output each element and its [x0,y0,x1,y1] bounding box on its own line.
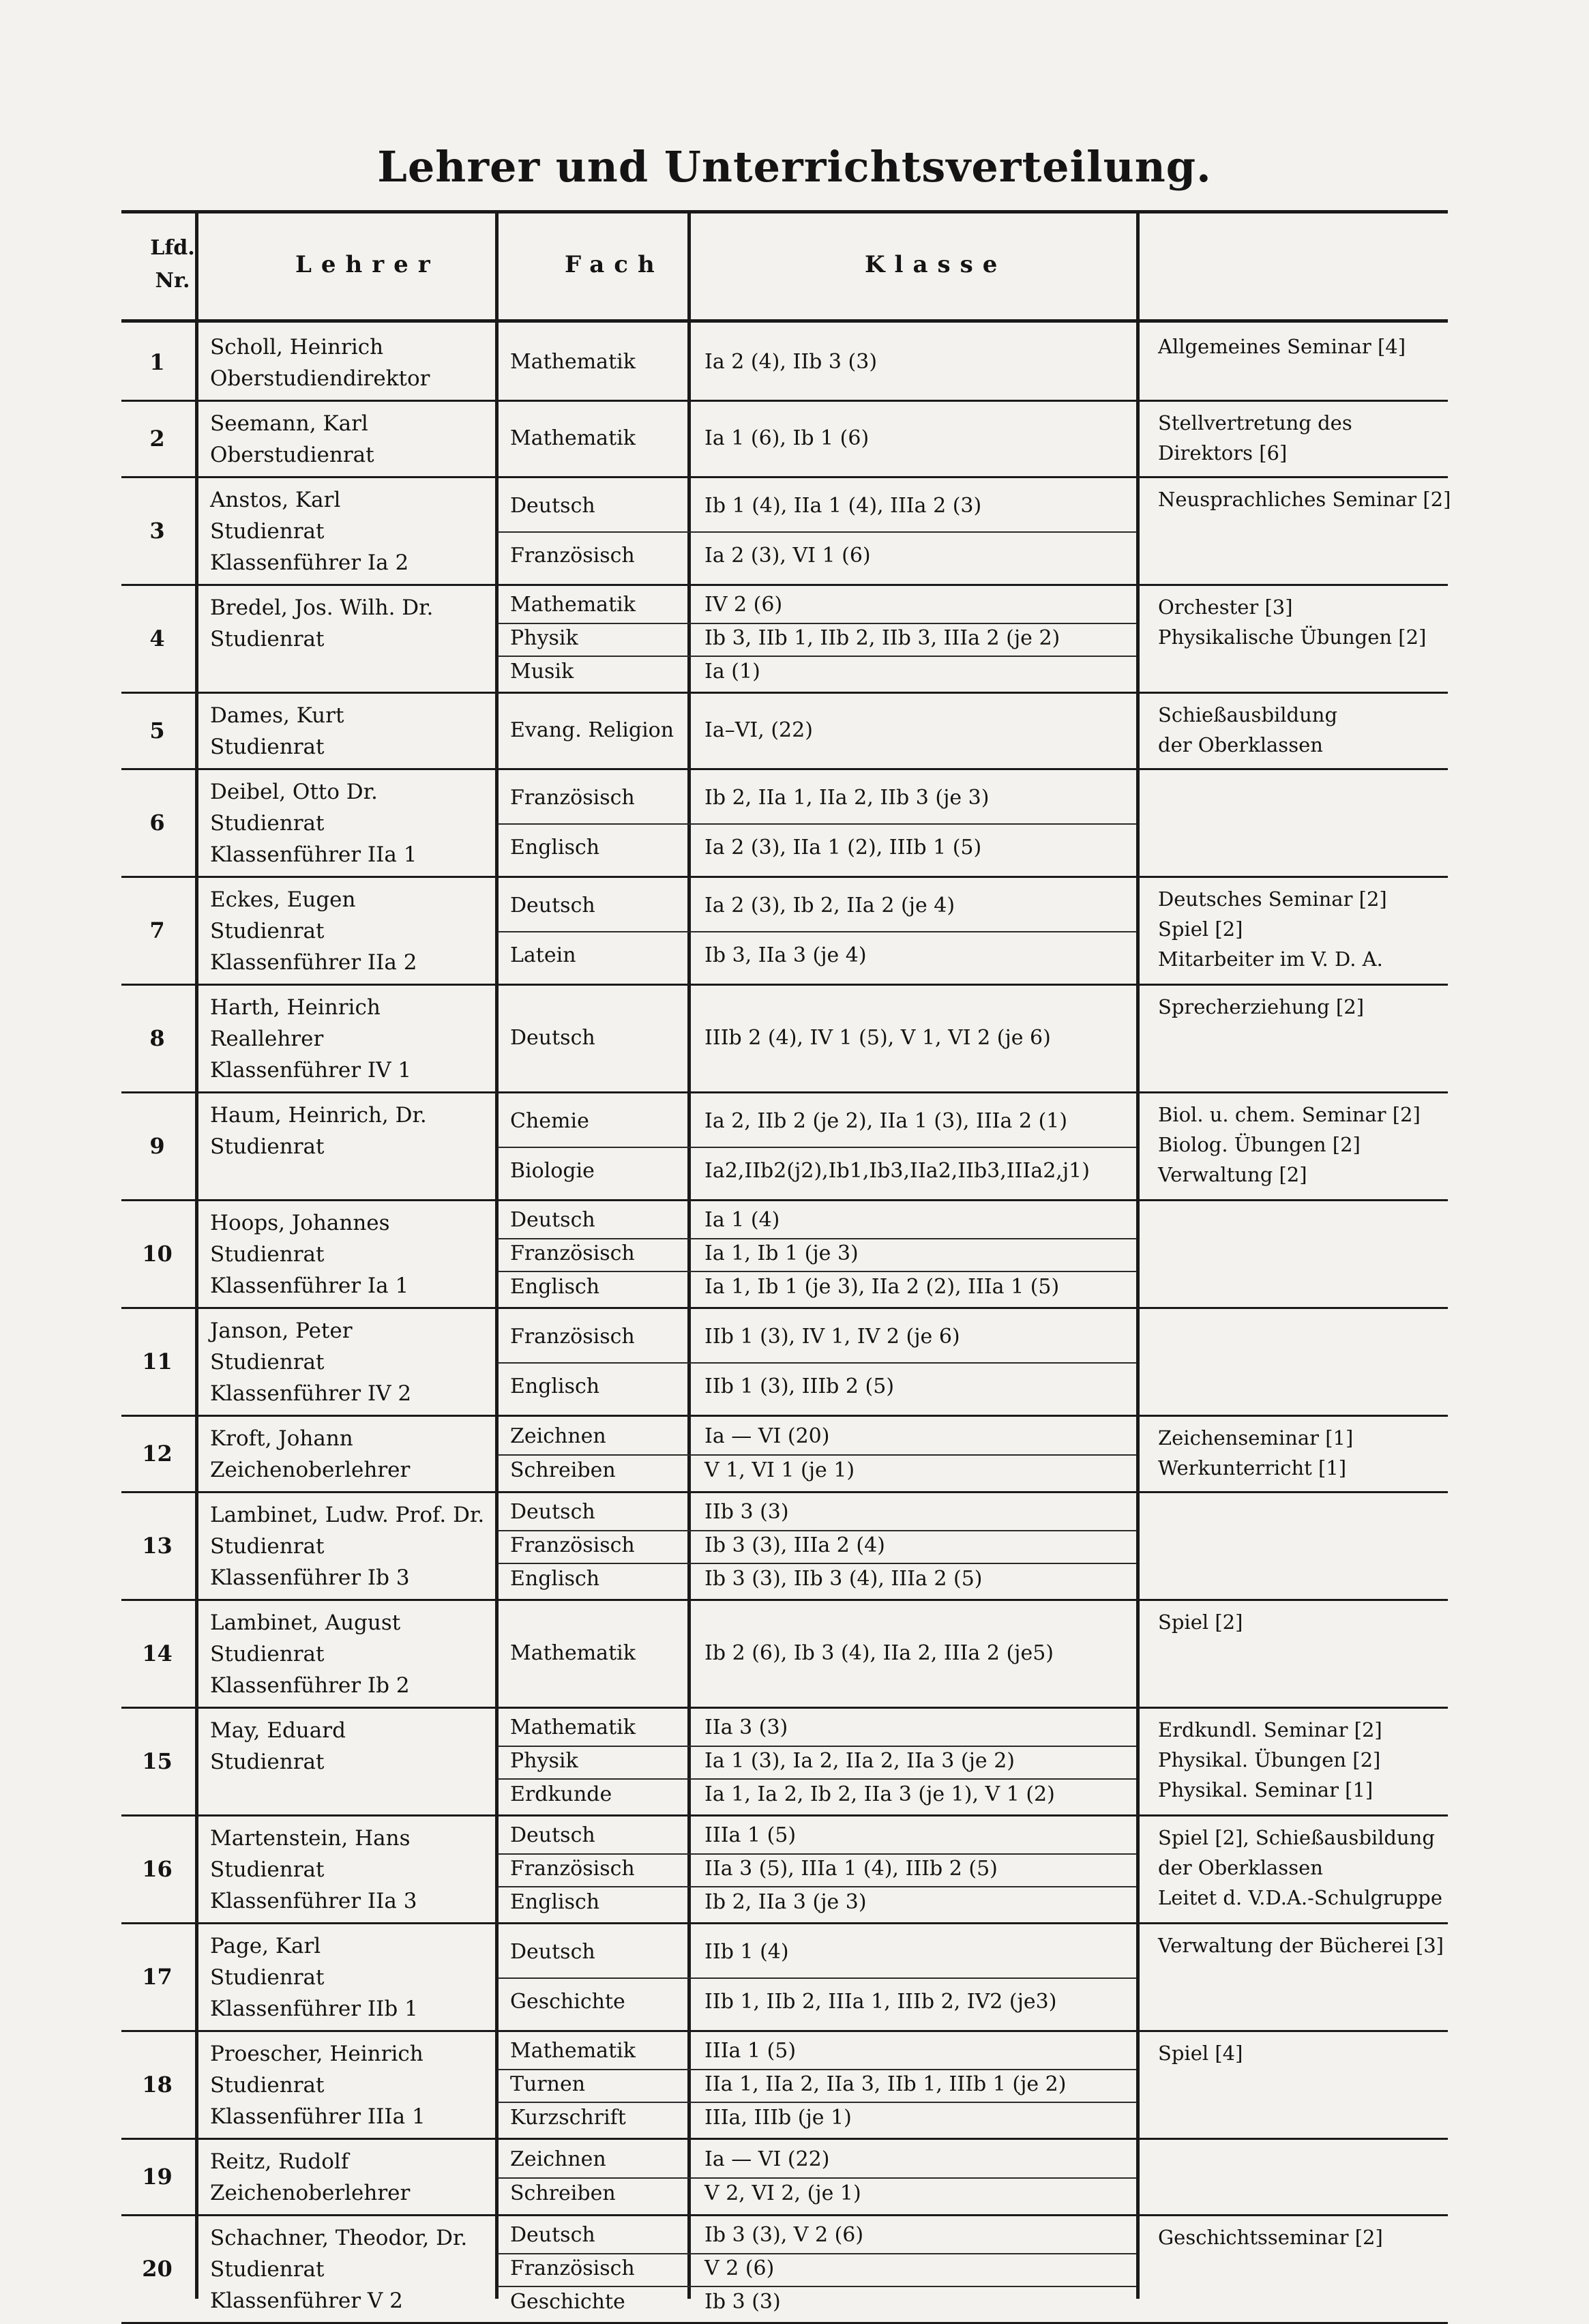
row-separator [121,1307,1448,1309]
teacher-line: Oberstudiendirektor [210,366,430,391]
class-cell: Ib 2, IIa 3 (je 3) [704,1889,867,1914]
subject-cell: Deutsch [510,1208,595,1233]
teacher-line: Klassenführer IIb 1 [210,1997,418,2021]
table-row [121,587,1448,692]
subject-separator [498,2177,1136,2179]
table-row [121,1417,1448,1491]
row-separator [121,1814,1448,1816]
subject-separator [498,1886,1136,1887]
teacher-table [121,210,1451,2314]
header-fach: Fach [565,251,664,278]
class-cell: IIIa, IIIb (je 1) [704,2105,852,2130]
teacher-line: Studienrat [210,919,325,943]
row-separator [121,1922,1448,1924]
class-cell: IIb 1 (3), IIIb 2 (5) [704,1374,895,1398]
teacher-line: Klassenführer Ia 1 [210,1274,409,1298]
row-number: 2 [149,426,165,452]
class-cell: Ia 1, Ia 2, Ib 2, IIa 3 (je 1), V 1 (2) [704,1782,1055,1806]
extra-duty-line: Physikal. Übungen [2] [1158,1748,1381,1771]
subject-cell: Chemie [510,1108,589,1133]
class-cell: Ib 2 (6), Ib 3 (4), IIa 2, IIIa 2 (je5) [704,1641,1054,1665]
subject-cell: Biologie [510,1158,595,1183]
row-number: 4 [149,626,165,651]
extra-duty-line: Mitarbeiter im V. D. A. [1158,947,1383,971]
class-cell: IIb 1, IIb 2, IIIa 1, IIIb 2, IV2 (je3) [704,1989,1057,2014]
teacher-line: Studienrat [210,1965,325,1990]
row-number: 12 [142,1441,173,1467]
extra-duties-cell [1158,592,1444,652]
row-separator [121,2214,1448,2216]
extra-duty-line: Biol. u. chem. Seminar [2] [1158,1103,1421,1126]
extra-duty-line: Schießausbildung [1158,703,1338,726]
row-separator [121,400,1448,402]
subject-separator [498,1362,1136,1364]
table-row [121,2217,1448,2322]
class-cell: IIIb 2 (4), IV 1 (5), V 1, VI 2 (je 6) [704,1026,1051,1050]
subject-cell: Mathematik [510,593,636,617]
subject-cell: Geschichte [510,2289,625,2314]
teacher-line: Anstos, Karl [210,488,341,512]
teacher-line: Studienrat [210,811,325,836]
table-row [121,2141,1448,2214]
subject-cell: Französisch [510,1857,635,1881]
class-cell: V 2 (6) [704,2256,775,2280]
row-number: 19 [142,2164,173,2190]
subject-cell: Zeichnen [510,1424,606,1448]
row-separator [121,984,1448,986]
extra-duties-cell [1158,1100,1444,1190]
subject-separator [498,1454,1136,1456]
subject-cell: Musik [510,659,574,683]
subject-cell: Mathematik [510,2039,636,2063]
table-row [121,2033,1448,2138]
teacher-line: Schachner, Theodor, Dr. [210,2226,468,2250]
class-cell: Ia 2 (4), IIb 3 (3) [704,350,878,374]
teacher-line: Klassenführer Ib 2 [210,1673,410,1698]
teacher-line: Zeichenoberlehrer [210,1458,411,1482]
teacher-line: Dames, Kurt [210,703,344,728]
extra-duty-line: Werkunterricht [1] [1158,1456,1347,1480]
class-cell: IIb 3 (3) [704,1500,789,1525]
extra-duty-line: Physikalische Übungen [2] [1158,626,1427,649]
table-row [121,1925,1448,2030]
table-row [121,986,1448,1091]
subject-separator [498,656,1136,657]
subject-separator [498,2286,1136,2287]
class-cell: Ia 1, Ib 1 (je 3) [704,1241,859,1265]
row-separator [121,476,1448,478]
teacher-line: Bredel, Jos. Wilh. Dr. [210,595,434,620]
class-cell: IIb 1 (3), IV 1, IV 2 (je 6) [704,1324,960,1349]
teacher-line: Studienrat [210,627,325,651]
class-cell: Ia2,IIb2(j2),Ib1,Ib3,IIa2,IIb3,IIIa2,j1) [704,1158,1090,1183]
class-cell: Ia — VI (20) [704,1424,830,1448]
row-number: 17 [142,1964,173,1990]
subject-separator [498,531,1136,533]
subject-cell: Erdkunde [510,1782,612,1806]
teacher-line: Studienrat [210,1350,325,1374]
row-number: 18 [142,2072,173,2098]
teacher-line: Hoops, Johannes [210,1211,390,1235]
row-number: 20 [142,2256,173,2282]
row-separator [121,1491,1448,1493]
teacher-line: Zeichenoberlehrer [210,2181,411,2205]
row-number: 15 [142,1748,173,1774]
class-cell: Ia 2 (3), Ib 2, IIa 2 (je 4) [704,893,955,917]
teacher-line: Klassenführer IIIa 1 [210,2104,426,2129]
class-cell: Ib 3 (3), IIIa 2 (4) [704,1533,885,1557]
extra-duty-line: Deutsches Seminar [2] [1158,887,1387,911]
table-row [121,1094,1448,1199]
teacher-line: Haum, Heinrich, Dr. [210,1103,427,1128]
extra-duty-line: Verwaltung [2] [1158,1163,1307,1186]
subject-cell: Mathematik [510,1641,636,1665]
subject-cell: Englisch [510,1374,600,1398]
class-cell: Ia 2 (3), IIa 1 (2), IIIb 1 (5) [704,835,982,859]
class-cell: Ia — VI (22) [704,2147,830,2171]
extra-duty-line: Spiel [4] [1158,2042,1243,2065]
subject-cell: Geschichte [510,1989,625,2014]
row-separator [121,584,1448,586]
subject-cell: Deutsch [510,1500,595,1525]
subject-cell: Deutsch [510,1026,595,1050]
extra-duties-cell [1158,700,1444,760]
class-cell: Ib 2, IIa 1, IIa 2, IIb 3 (je 3) [704,785,990,810]
class-cell: Ia (1) [704,659,760,683]
row-separator [121,1599,1448,1601]
row-separator [121,1707,1448,1709]
extra-duties-cell [1158,1823,1444,1913]
teacher-line: Klassenführer IV 1 [210,1058,412,1083]
class-cell: IIIa 1 (5) [704,2039,797,2063]
extra-duty-line: Verwaltung der Bücherei [3] [1158,1934,1444,1957]
row-separator [121,768,1448,770]
class-cell: Ia 1 (6), Ib 1 (6) [704,426,870,450]
teacher-line: Klassenführer Ia 2 [210,550,409,575]
subject-cell: Französisch [510,2256,635,2280]
row-number: 16 [142,1856,173,1882]
class-cell: Ib 3 (3), V 2 (6) [704,2223,864,2248]
teacher-line: Martenstein, Hans [210,1826,411,1851]
row-separator [121,692,1448,694]
table-row [121,402,1448,476]
table-row [121,1202,1448,1307]
extra-duty-line: Erdkundl. Seminar [2] [1158,1718,1382,1741]
table-row [121,694,1448,768]
table-row [121,1494,1448,1599]
class-cell: Ia 2 (3), VI 1 (6) [704,543,871,568]
class-cell: Ia 1 (3), Ia 2, IIa 2, IIa 3 (je 2) [704,1749,1015,1773]
teacher-line: Studienrat [210,1134,325,1159]
extra-duties-cell [1158,1423,1444,1483]
extra-duty-line: Spiel [2], Schießausbildung [1158,1826,1435,1849]
extra-duty-line: Orchester [3] [1158,595,1293,619]
subject-separator [498,1977,1136,1979]
subject-separator [498,623,1136,624]
teacher-line: Lambinet, Ludw. Prof. Dr. [210,1503,485,1527]
table-row [121,1310,1448,1415]
extra-duties-cell [1158,1607,1444,1637]
subject-cell: Deutsch [510,2223,595,2248]
extra-duties-cell [1158,332,1444,362]
extra-duty-line: Stellvertretung des [1158,411,1352,435]
row-separator [121,876,1448,878]
subject-separator [498,1271,1136,1272]
subject-cell: Französisch [510,1533,635,1557]
row-number: 3 [149,518,165,544]
table-row [121,771,1448,876]
subject-cell: Mathematik [510,426,636,450]
row-separator [121,2030,1448,2032]
teacher-line: Studienrat [210,1750,325,1774]
teacher-line: Klassenführer IIa 2 [210,950,417,975]
teacher-line: Reitz, Rudolf [210,2149,349,2174]
row-number: 6 [149,810,165,836]
extra-duty-line: Physikal. Seminar [1] [1158,1778,1373,1801]
teacher-line: Seemann, Karl [210,411,368,436]
extra-duties-cell [1158,992,1444,1022]
subject-cell: Deutsch [510,1823,595,1848]
teacher-line: Lambinet, August [210,1610,401,1635]
extra-duties-cell [1158,2222,1444,2252]
row-number: 10 [142,1241,173,1267]
extra-duty-line: Geschichtsseminar [2] [1158,2226,1383,2249]
class-cell: Ib 3, IIb 1, IIb 2, IIb 3, IIIa 2 (je 2) [704,626,1060,650]
row-number: 7 [149,917,165,943]
extra-duty-line: Spiel [2] [1158,917,1243,941]
class-cell: Ib 3 (3) [704,2289,781,2314]
teacher-line: Klassenführer IIa 3 [210,1889,417,1913]
subject-cell: Kurzschrift [510,2105,626,2130]
teacher-line: Page, Karl [210,1934,321,1958]
extra-duty-line: Sprecherziehung [2] [1158,995,1365,1018]
subject-separator [498,1147,1136,1148]
subject-separator [498,2069,1136,2070]
extra-duty-line: Neusprachliches Seminar [2] [1158,488,1451,511]
subject-separator [498,931,1136,932]
extra-duty-line: der Oberklassen [1158,1856,1323,1879]
teacher-line: Klassenführer Ib 3 [210,1565,410,1590]
row-number: 11 [142,1349,173,1374]
teacher-line: Proescher, Heinrich [210,2042,424,2066]
teacher-line: Janson, Peter [210,1319,353,1343]
row-separator [121,1415,1448,1417]
subject-separator [498,1238,1136,1239]
teacher-line: Studienrat [210,1242,325,1267]
class-cell: Ia 1, Ib 1 (je 3), IIa 2 (2), IIIa 1 (5) [704,1274,1060,1299]
teacher-line: Studienrat [210,519,325,544]
teacher-line: Kroft, Johann [210,1426,353,1451]
teacher-line: Studienrat [210,1534,325,1559]
subject-cell: Zeichnen [510,2147,606,2171]
subject-cell: Evang. Religion [510,718,674,742]
table-row [121,479,1451,584]
class-cell: IIIa 1 (5) [704,1823,797,1848]
class-cell: IIa 3 (5), IIIa 1 (4), IIIb 2 (5) [704,1857,998,1881]
class-cell: IIa 3 (3) [704,1716,788,1740]
table-row [121,1709,1448,1814]
row-number: 9 [149,1133,165,1159]
teacher-line: Studienrat [210,1857,325,1882]
teacher-line: May, Eduard [210,1718,346,1743]
header-bottom-rule [121,319,1448,323]
header-lfd-nr [135,210,210,319]
teacher-line: Studienrat [210,735,325,759]
class-cell: Ia 2, IIb 2 (je 2), IIa 1 (3), IIIa 2 (1) [704,1108,1068,1133]
extra-duties-cell [1158,884,1444,974]
extra-duties-cell [1158,2038,1444,2068]
subject-cell: Schreiben [510,2181,616,2205]
extra-duty-line: Biolog. Übungen [2] [1158,1133,1361,1156]
table-row [121,1602,1448,1707]
subject-cell: Englisch [510,1566,600,1591]
extra-duties-cell [1158,1715,1444,1805]
header-klasse: Klasse [865,251,1007,278]
subject-cell: Physik [510,626,578,650]
table-row [121,1817,1448,1922]
extra-duty-line: Zeichenseminar [1] [1158,1426,1354,1450]
row-number: 5 [149,718,165,744]
subject-separator [498,1746,1136,1747]
subject-cell: Französisch [510,543,635,568]
subject-cell: Physik [510,1749,578,1773]
class-cell: IIb 1 (4) [704,1939,789,1964]
teacher-line: Klassenführer IIa 1 [210,842,417,867]
extra-duties-cell [1158,408,1444,468]
extra-duty-line: Spiel [2] [1158,1610,1243,1634]
subject-separator [498,2102,1136,2103]
subject-cell: Mathematik [510,350,636,374]
subject-separator [498,823,1136,825]
class-cell: V 2, VI 2, (je 1) [704,2181,861,2205]
class-cell: IIa 1, IIa 2, IIa 3, IIb 1, IIIb 1 (je 2) [704,2072,1067,2096]
subject-cell: Französisch [510,785,635,810]
subject-cell: Englisch [510,1274,600,1299]
row-number: 1 [149,349,165,375]
subject-separator [498,1853,1136,1855]
teacher-line: Klassenführer V 2 [210,2289,403,2313]
subject-cell: Französisch [510,1241,635,1265]
subject-cell: Englisch [510,835,600,859]
row-number: 8 [149,1025,165,1051]
extra-duty-line: Leitet d. V.D.A.-Schulgruppe [1158,1886,1443,1909]
subject-separator [498,1563,1136,1564]
subject-cell: Latein [510,943,576,967]
subject-separator [498,1778,1136,1780]
subject-cell: Deutsch [510,893,595,917]
class-cell: Ib 1 (4), IIa 1 (4), IIIa 2 (3) [704,493,982,518]
extra-duty-line: der Oberklassen [1158,733,1323,756]
teacher-line: Reallehrer [210,1027,324,1051]
class-cell: Ia–VI, (22) [704,718,813,742]
row-separator [121,1091,1448,1093]
teacher-line: Deibel, Otto Dr. [210,780,378,804]
header-lfd: Lfd. [150,236,195,260]
class-cell: IV 2 (6) [704,593,783,617]
table-row [121,326,1448,400]
header-lehrer: Lehrer [295,251,440,278]
subject-cell: Mathematik [510,1716,636,1740]
extra-duty-line: Direktors [6] [1158,441,1288,465]
class-cell: Ib 3, IIa 3 (je 4) [704,943,867,967]
subject-cell: Schreiben [510,1458,616,1482]
subject-cell: Deutsch [510,493,595,518]
teacher-line: Studienrat [210,2073,325,2098]
subject-separator [498,2253,1136,2254]
table-row [121,879,1448,984]
page-title: Lehrer und Unterrichtsverteilung. [377,142,1212,192]
subject-cell: Französisch [510,1324,635,1349]
class-cell: Ia 1 (4) [704,1208,780,1233]
subject-cell: Deutsch [510,1939,595,1964]
teacher-line: Oberstudienrat [210,443,374,467]
teacher-line: Studienrat [210,1642,325,1666]
subject-separator [498,1530,1136,1531]
subject-cell: Englisch [510,1889,600,1914]
extra-duties-cell [1158,1930,1444,1960]
teacher-line: Eckes, Eugen [210,887,356,912]
teacher-line: Harth, Heinrich [210,995,381,1020]
header-nr: Nr. [155,269,190,293]
teacher-line: Klassenführer IV 2 [210,1381,412,1406]
row-separator [121,2138,1448,2140]
extra-duties-cell [1158,484,1451,514]
teacher-line: Studienrat [210,2257,325,2282]
row-number: 14 [142,1641,173,1666]
class-cell: V 1, VI 1 (je 1) [704,1458,855,1482]
extra-duty-line: Allgemeines Seminar [4] [1158,335,1406,358]
subject-cell: Turnen [510,2072,586,2096]
class-cell: Ib 3 (3), IIb 3 (4), IIIa 2 (5) [704,1566,983,1591]
row-number: 13 [142,1533,173,1559]
row-separator [121,1199,1448,1201]
teacher-line: Scholl, Heinrich [210,335,384,359]
